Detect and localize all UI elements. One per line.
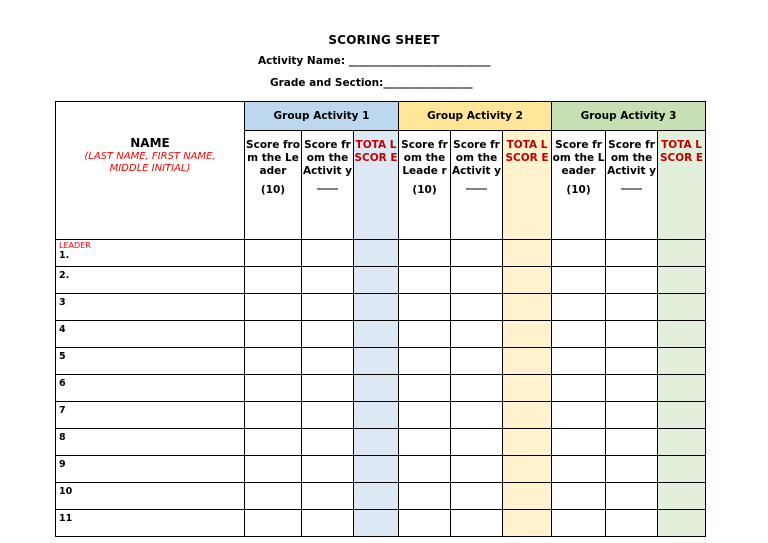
scoring-table	[55, 101, 706, 537]
activity-score-header-3: Score from the Activit y____	[606, 131, 658, 240]
score-cell[interactable]	[354, 240, 399, 267]
score-cell[interactable]	[302, 294, 354, 321]
leader-label: LEADER	[59, 241, 91, 250]
activity-score-header-1: Score from the Activit y____	[302, 131, 354, 240]
score-cell[interactable]	[354, 294, 399, 321]
total-score-header-1: TOTA L SCOR E	[354, 131, 399, 240]
score-cell[interactable]	[503, 294, 552, 321]
row-number: 2.	[59, 270, 70, 281]
table-row	[56, 510, 706, 537]
activity-name-line: Activity Name: ___________________________	[258, 55, 491, 67]
group-activity-2-header: Group Activity 2	[399, 102, 552, 131]
row-label-cell[interactable]	[56, 402, 245, 429]
score-cell[interactable]	[302, 240, 354, 267]
row-label-cell[interactable]	[56, 348, 245, 375]
score-cell[interactable]	[503, 240, 552, 267]
score-cell[interactable]	[302, 510, 354, 537]
score-cell[interactable]	[354, 402, 399, 429]
score-cell[interactable]	[399, 375, 451, 402]
row-number: 1.	[59, 250, 70, 261]
score-cell[interactable]	[658, 456, 706, 483]
table-row	[56, 348, 706, 375]
score-cell[interactable]	[606, 429, 658, 456]
score-cell[interactable]	[606, 456, 658, 483]
score-cell[interactable]	[245, 510, 302, 537]
score-cell[interactable]	[503, 429, 552, 456]
score-cell[interactable]	[399, 429, 451, 456]
score-cell[interactable]	[302, 483, 354, 510]
score-cell[interactable]	[302, 456, 354, 483]
score-cell[interactable]	[606, 348, 658, 375]
score-cell[interactable]	[245, 294, 302, 321]
score-cell[interactable]	[245, 402, 302, 429]
leader-score-label-1: Score from the Leader	[246, 139, 300, 177]
table-row	[56, 240, 706, 267]
score-cell[interactable]	[399, 267, 451, 294]
score-cell[interactable]	[399, 321, 451, 348]
score-cell[interactable]	[451, 240, 503, 267]
score-cell[interactable]	[399, 294, 451, 321]
leader-score-label-3: Score from the Leader	[552, 139, 605, 177]
table-row	[56, 267, 706, 294]
leader-score-label-2: Score from the Leade r	[401, 139, 448, 177]
row-label-cell[interactable]	[56, 240, 245, 267]
row-number: 6	[59, 378, 66, 389]
row-label-cell[interactable]	[56, 510, 245, 537]
score-cell[interactable]	[302, 429, 354, 456]
table-row	[56, 294, 706, 321]
score-cell[interactable]	[606, 240, 658, 267]
score-cell[interactable]	[503, 321, 552, 348]
score-cell[interactable]	[245, 321, 302, 348]
row-label-cell[interactable]	[56, 456, 245, 483]
score-cell[interactable]	[245, 375, 302, 402]
table-row	[56, 483, 706, 510]
score-cell[interactable]	[658, 321, 706, 348]
score-cell[interactable]	[399, 402, 451, 429]
score-cell[interactable]	[354, 375, 399, 402]
score-cell[interactable]	[503, 375, 552, 402]
row-label-cell[interactable]	[56, 321, 245, 348]
score-cell[interactable]	[552, 321, 606, 348]
score-cell[interactable]	[606, 267, 658, 294]
score-cell[interactable]	[552, 456, 606, 483]
score-cell[interactable]	[451, 483, 503, 510]
score-cell[interactable]	[302, 348, 354, 375]
score-cell[interactable]	[245, 429, 302, 456]
score-cell[interactable]	[451, 267, 503, 294]
score-cell[interactable]	[658, 402, 706, 429]
total-score-header-2: TOTA L SCOR E	[503, 131, 552, 240]
score-cell[interactable]	[503, 510, 552, 537]
score-cell[interactable]	[552, 402, 606, 429]
table-row	[56, 375, 706, 402]
score-cell[interactable]	[606, 321, 658, 348]
activity-score-header-2: Score from the Activit y____	[451, 131, 503, 240]
score-cell[interactable]	[552, 375, 606, 402]
score-cell[interactable]	[658, 294, 706, 321]
score-cell[interactable]	[399, 510, 451, 537]
row-number: 3	[59, 297, 66, 308]
score-cell[interactable]	[503, 483, 552, 510]
points-label-2: (10)	[412, 184, 437, 196]
score-cell[interactable]	[399, 456, 451, 483]
score-cell[interactable]	[302, 267, 354, 294]
row-label-cell[interactable]	[56, 429, 245, 456]
score-cell[interactable]	[503, 348, 552, 375]
score-cell[interactable]	[245, 456, 302, 483]
score-cell[interactable]	[503, 456, 552, 483]
row-label-cell[interactable]	[56, 375, 245, 402]
row-label-cell[interactable]	[56, 294, 245, 321]
score-cell[interactable]	[552, 429, 606, 456]
score-cell[interactable]	[606, 402, 658, 429]
score-cell[interactable]	[606, 510, 658, 537]
score-cell[interactable]	[354, 267, 399, 294]
score-cell[interactable]	[503, 267, 552, 294]
score-cell[interactable]	[451, 294, 503, 321]
score-cell[interactable]	[302, 375, 354, 402]
row-number: 11	[59, 513, 73, 524]
score-cell[interactable]	[451, 348, 503, 375]
score-cell[interactable]	[245, 348, 302, 375]
score-cell[interactable]	[552, 483, 606, 510]
score-cell[interactable]	[451, 375, 503, 402]
score-cell[interactable]	[399, 240, 451, 267]
points-label-1: (10)	[260, 184, 286, 196]
score-cell[interactable]	[606, 294, 658, 321]
row-label-cell[interactable]	[56, 267, 245, 294]
score-cell[interactable]	[302, 321, 354, 348]
score-cell[interactable]	[552, 510, 606, 537]
leader-score-header-3	[552, 131, 606, 240]
score-cell[interactable]	[245, 267, 302, 294]
score-cell[interactable]	[399, 483, 451, 510]
score-cell[interactable]	[451, 429, 503, 456]
name-subheader: (LAST NAME, FIRST NAME, MIDDLE INITIAL)	[84, 151, 216, 174]
score-cell[interactable]	[552, 294, 606, 321]
score-cell[interactable]	[451, 456, 503, 483]
table-row	[56, 429, 706, 456]
score-cell[interactable]	[302, 402, 354, 429]
score-cell[interactable]	[658, 348, 706, 375]
score-cell[interactable]	[658, 240, 706, 267]
score-cell[interactable]	[658, 267, 706, 294]
score-cell[interactable]	[245, 240, 302, 267]
row-number: 7	[59, 405, 66, 416]
score-cell[interactable]	[354, 483, 399, 510]
score-cell[interactable]	[451, 402, 503, 429]
grade-section-line: Grade and Section:_________________	[270, 77, 473, 89]
score-cell[interactable]	[658, 375, 706, 402]
score-cell[interactable]	[451, 321, 503, 348]
score-cell[interactable]	[354, 456, 399, 483]
score-cell[interactable]	[399, 348, 451, 375]
score-cell[interactable]	[451, 510, 503, 537]
leader-score-header-2	[399, 131, 451, 240]
group-activity-3-header: Group Activity 3	[552, 102, 706, 131]
total-score-header-3: TOTA L SCOR E	[658, 131, 706, 240]
table-row	[56, 321, 706, 348]
score-cell[interactable]	[552, 267, 606, 294]
row-number: 9	[59, 459, 66, 470]
score-cell[interactable]	[658, 429, 706, 456]
score-cell[interactable]	[354, 510, 399, 537]
row-label-cell[interactable]	[56, 483, 245, 510]
leader-score-header-1	[245, 131, 302, 240]
score-cell[interactable]	[354, 348, 399, 375]
row-number: 10	[59, 486, 73, 497]
points-label-3: (10)	[566, 184, 591, 196]
score-cell[interactable]	[658, 510, 706, 537]
name-header: NAME	[130, 136, 170, 150]
row-number: 4	[59, 324, 66, 335]
score-cell[interactable]	[658, 483, 706, 510]
row-number: 8	[59, 432, 66, 443]
name-header-cell	[56, 102, 245, 240]
score-cell[interactable]	[354, 429, 399, 456]
score-cell[interactable]	[552, 240, 606, 267]
score-cell[interactable]	[606, 375, 658, 402]
sheet-title: SCORING SHEET	[328, 33, 440, 47]
score-cell[interactable]	[245, 483, 302, 510]
row-number: 5	[59, 351, 66, 362]
table-row	[56, 456, 706, 483]
score-cell[interactable]	[354, 321, 399, 348]
table-row	[56, 402, 706, 429]
group-activity-1-header: Group Activity 1	[245, 102, 399, 131]
score-cell[interactable]	[552, 348, 606, 375]
score-cell[interactable]	[503, 402, 552, 429]
score-cell[interactable]	[606, 483, 658, 510]
